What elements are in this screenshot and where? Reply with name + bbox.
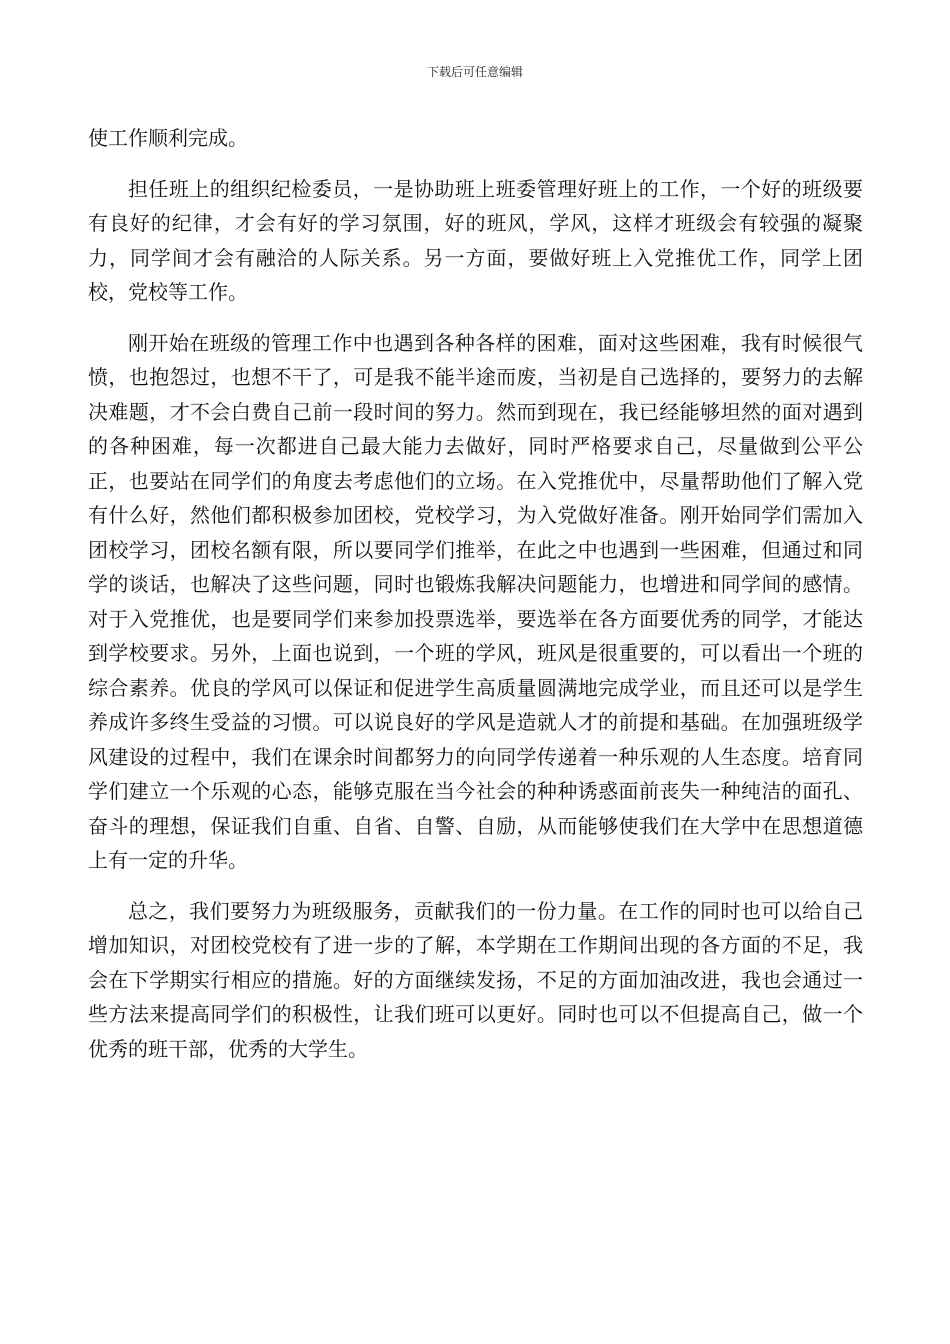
paragraph-conclusion: 总之，我们要努力为班级服务，贡献我们的一份力量。在工作的同时也可以给自己增加知识，对团校党校有了进一步的了解，本学期在工作期间出现的各方面的不足，我会在下学期实行相应的措施。好的方面继续发扬，不足的方面加油改进，我也会通过一些方法来提高同学们的积极性，让我们班可以更好。同时也可以不但提高自己，做一个优秀的班干部，优秀的大学生。 (88, 898, 863, 1061)
paragraph-continuation: 使工作顺利完成。 (88, 126, 248, 150)
paragraph-difficulties: 刚开始在班级的管理工作中也遇到各种各样的困难，面对这些困难，我有时候很气愤，也抱怨过，也想不干了，可是我不能半途而废，当初是自己选择的，要努力的去解决难题，才不会白费自己前一段时间的努力。然而到现在，我已经能够坦然的面对遇到的各种困难，每一次都进自己最大能力去做好，同时严格要求自己，尽量做到公平公正，也要站在同学们的角度去考虑他们的立场。在入党推优中，尽量帮助他们了解入党有什么好，然他们都积极参加团校，党校学习，为入党做好准备。刚开始同学们需加入团校学习，团校名额有限，所以要同学们推举，在此之中也遇到一些困难，但通过和同学的谈话，也解决了这些问题，同时也锻炼我解决问题能力，也增进和同学间的感情。对于入党推优，也是要同学们来参加投票选举，要选举在各方面要优秀的同学，才能达到学校要求。另外，上面也说到，一个班的学风，班风是很重要的，可以看出一个班的综合素养。优良的学风可以保证和促进学生高质量圆满地完成学业，而且还可以是学生养成许多终生受益的习惯。可以说良好的学风是造就人才的前提和基础。在加强班级学风建设的过程中，我们在课余时间都努力的向同学传递着一种乐观的人生态度。培育同学们建立一个乐观的心态，能够克服在当今社会的种种诱惑面前丧失一种纯洁的面孔、奋斗的理想，保证我们自重、自省、自警、自励，从而能够使我们在大学中在思想道德上有一定的升华。 (88, 330, 863, 872)
paragraph-role-description: 担任班上的组织纪检委员，一是协助班上班委管理好班上的工作，一个好的班级要有良好的纪律，才会有好的学习氛围，好的班风，学风，这样才班级会有较强的凝聚力，同学间才会有融洽的人际关系。另一方面，要做好班上入党推优工作，同学上团校，党校等工作。 (88, 176, 863, 304)
document-body (88, 121, 863, 1066)
page-header: 下载后可任意编辑 (426, 65, 523, 79)
